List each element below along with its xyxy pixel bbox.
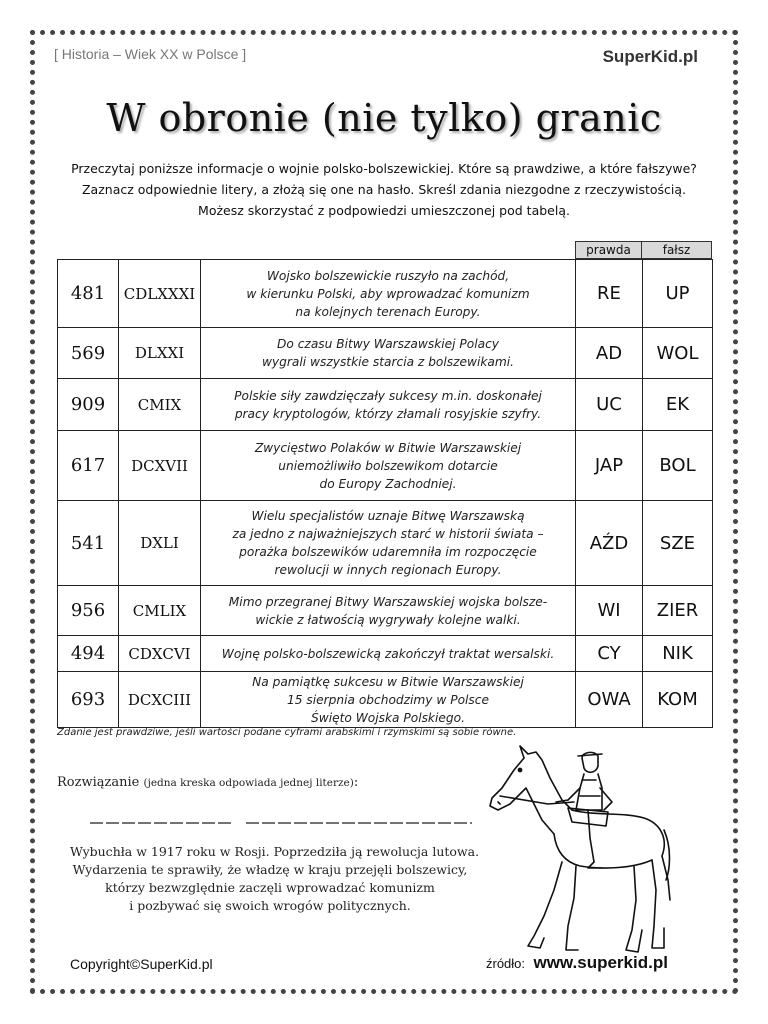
statement-line: Na pamiątkę sukcesu w Bitwie Warszawskiej: [252, 674, 524, 689]
instruction-line: Przeczytaj poniższe informacje o wojnie polsko-bolszewickiej. Które są prawdziwe, a które fałszywe?: [71, 161, 697, 176]
statement-line: Wojnę polsko-bolszewicką zakończył traktat wersalski.: [221, 646, 555, 661]
statement-line: Do czasu Bitwy Warszawskiej Polacy: [277, 337, 499, 351]
false-letters-cell[interactable]: EK: [643, 379, 713, 431]
arabic-number: 956: [58, 586, 119, 636]
statement-line: Wojsko bolszewickie ruszyło na zachód,: [266, 268, 510, 283]
statement-line: za jedno z najważniejszych starć w historii świata –: [232, 527, 544, 541]
false-letters-cell[interactable]: ZIER: [643, 586, 713, 636]
solution-sublabel: (jedna kreska odpowiada jednej literze): [143, 777, 354, 789]
hint-text: [70, 843, 480, 915]
arabic-number: 693: [58, 672, 119, 728]
statement: [201, 379, 576, 431]
roman-number: DCXVII: [119, 431, 201, 501]
table-row: [58, 260, 713, 328]
roman-number: CMLIX: [119, 586, 201, 636]
page-title: W obronie (nie tylko) granic: [106, 96, 662, 140]
statement-line: 15 sierpnia obchodzimy w Polsce: [287, 692, 489, 707]
statement-line: Zwycięstwo Polaków w Bitwie Warszawskiej: [254, 440, 522, 455]
statement: [201, 431, 576, 501]
statement: [201, 501, 576, 586]
solution-label: [57, 775, 358, 790]
arabic-number: 569: [58, 328, 119, 379]
statement-line: pracy kryptologów, którzy złamali rosyjskie szyfry.: [234, 406, 542, 421]
statement-line: Polskie siły zawdzięczały sukcesy m.in. doskonałej: [234, 388, 542, 403]
false-letters-cell[interactable]: UP: [643, 260, 713, 328]
roman-number: CDXCVI: [119, 636, 201, 672]
column-header-true: prawda: [575, 241, 642, 259]
brand-logo-text: SuperKid.pl: [602, 47, 698, 66]
statement-line: Święto Wojska Polskiego.: [311, 710, 465, 725]
statement-line: w kierunku Polski, aby wprowadzać komunizm: [246, 286, 530, 301]
hint-line: którzy bezwzględnie zaczęli wprowadzać komunizm: [105, 880, 435, 895]
topic-label: [ Historia – Wiek XX w Polsce ]: [54, 46, 247, 62]
hint-line: i pozbywać się swoich wrogów politycznych.: [129, 898, 411, 913]
statement-line: Wielu specjalistów uznaje Bitwę Warszawską: [251, 509, 525, 523]
horse-rider-illustration: [484, 730, 674, 955]
statement: [201, 328, 576, 379]
statement-line: do Europy Zachodniej.: [319, 476, 457, 491]
statement-line: na kolejnych terenach Europy.: [295, 304, 481, 319]
roman-number: DCXCIII: [119, 672, 201, 728]
solution-colon: :: [353, 775, 359, 790]
table-row: [58, 379, 713, 431]
statement: [201, 586, 576, 636]
solution-title: Rozwiązanie: [57, 775, 140, 790]
source-label: źródło:: [486, 956, 526, 971]
table-footnote: Zdanie jest prawdziwe, jeśli wartości podane cyframi arabskimi i rzymskimi są sobie równe.: [57, 727, 517, 738]
column-header-false: fałsz: [641, 241, 712, 259]
arabic-number: 494: [58, 636, 119, 672]
arabic-number: 617: [58, 431, 119, 501]
instruction-line: Zaznacz odpowiednie litery, a złożą się one na hasło. Skreśl zdania niezgodne z rzeczywistością.: [81, 182, 687, 197]
arabic-number: 481: [58, 260, 119, 328]
quiz-table: [57, 259, 713, 728]
arabic-number: 909: [58, 379, 119, 431]
hint-line: Wydarzenia te sprawiły, że władzę w kraju przejęli bolszewicy,: [72, 862, 468, 877]
roman-number: CDLXXXI: [119, 260, 201, 328]
roman-number: DXLI: [119, 501, 201, 586]
source: [486, 953, 668, 973]
false-letters-cell[interactable]: WOL: [643, 328, 713, 379]
hint-line: Wybuchła w 1917 roku w Rosji. Poprzedziła ją rewolucja lutowa.: [70, 844, 480, 859]
true-letters-cell[interactable]: AŹD: [576, 501, 643, 586]
instructions: [40, 158, 728, 221]
statement-line: uniemożliwiło bolszewikom dotarcie: [278, 458, 498, 473]
table-row: [58, 431, 713, 501]
true-letters-cell[interactable]: AD: [576, 328, 643, 379]
answer-blanks[interactable]: [90, 818, 472, 828]
table-row: [58, 328, 713, 379]
arabic-number: 541: [58, 501, 119, 586]
statement-line: rewolucji w innych regionach Europy.: [274, 563, 502, 577]
roman-number: DLXXI: [119, 328, 201, 379]
source-link[interactable]: www.superkid.pl: [533, 953, 668, 972]
roman-number: CMIX: [119, 379, 201, 431]
table-row: [58, 501, 713, 586]
table-row: [58, 636, 713, 672]
statement-line: wygrali wszystkie starcia z bolszewikami.: [261, 355, 515, 369]
instruction-line: Możesz skorzystać z podpowiedzi umieszczonej pod tabelą.: [198, 203, 570, 218]
false-letters-cell[interactable]: KOM: [643, 672, 713, 728]
statement: [201, 636, 576, 672]
statement: [201, 260, 576, 328]
statement-line: wickie z łatwością wygrywały kolejne walki.: [255, 612, 521, 627]
copyright: Copyright©SuperKid.pl: [70, 956, 213, 972]
true-letters-cell[interactable]: OWA: [576, 672, 643, 728]
false-letters-cell[interactable]: SZE: [643, 501, 713, 586]
true-letters-cell[interactable]: UC: [576, 379, 643, 431]
table-row: [58, 586, 713, 636]
statement: [201, 672, 576, 728]
false-letters-cell[interactable]: BOL: [643, 431, 713, 501]
true-letters-cell[interactable]: WI: [576, 586, 643, 636]
statement-line: porażka bolszewików udaremniła im rozpoczęcie: [239, 545, 537, 559]
statement-line: Mimo przegranej Bitwy Warszawskiej wojska bolsze-: [228, 594, 548, 609]
false-letters-cell[interactable]: NIK: [643, 636, 713, 672]
true-letters-cell[interactable]: JAP: [576, 431, 643, 501]
table-row: [58, 672, 713, 728]
true-letters-cell[interactable]: RE: [576, 260, 643, 328]
true-letters-cell[interactable]: CY: [576, 636, 643, 672]
